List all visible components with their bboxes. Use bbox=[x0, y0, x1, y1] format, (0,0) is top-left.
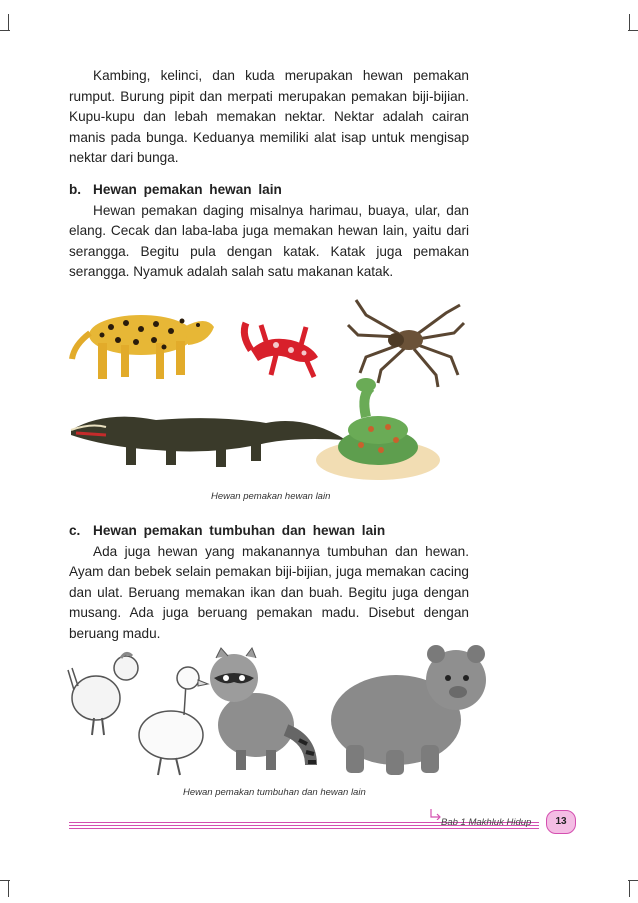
crop-mark-bottom-right bbox=[613, 881, 630, 897]
crop-mark-top-right-h bbox=[628, 30, 638, 31]
leopard-illustration bbox=[72, 315, 214, 379]
crop-mark-bottom-left-h bbox=[0, 880, 10, 881]
figure-omnivores-caption: Hewan pemakan tumbuhan dan hewan lain bbox=[183, 787, 366, 798]
section-c-heading bbox=[69, 521, 469, 542]
section-b-label: b. bbox=[69, 182, 82, 197]
intro-paragraph: Kambing, kelinci, dan kuda merupakan hewan pemakan rumput. Burung pipit dan merpati merupakan pemakan biji-bijian. Kupu-kupu dan lebah memakan nektar. Nektar adalah cairan manis pada bunga. Keduanya memiliki alat isap untuk mengisap nektar dari bunga. bbox=[69, 68, 469, 166]
chicken-illustration bbox=[68, 653, 138, 735]
section-b-paragraph: Hewan pemakan daging misalnya harimau, buaya, ular, dan elang. Cecak dan laba-laba juga memakan hewan lain, yaitu dari serangga. Begitu pula dengan katak. Katak juga pemakan serangga. Nyamuk adalah salah satu makanan katak. bbox=[69, 202, 469, 280]
figure-carnivores bbox=[66, 295, 466, 485]
crop-mark-top-left bbox=[8, 14, 25, 30]
footer-chapter: Bab 1 Makhluk Hidup bbox=[441, 817, 532, 828]
section-c-paragraph: Ada juga hewan yang makanannya tumbuhan dan hewan. Ayam dan bebek selain pemakan biji-bijian, juga memakan cacing dan ulat. Beruang memakan ikan dan buah. Begitu juga dengan musang. Ada juga beruang pemakan madu. Disebut dengan beruang madu. bbox=[69, 543, 469, 641]
section-c bbox=[69, 521, 469, 645]
gecko-illustration bbox=[244, 323, 318, 377]
crop-mark-top-right bbox=[613, 14, 630, 30]
crop-mark-bottom-left bbox=[8, 881, 25, 897]
section-c-label: c. bbox=[69, 523, 81, 538]
crop-mark-top-left-h bbox=[0, 30, 10, 31]
crop-mark-bottom-right-h bbox=[628, 880, 638, 881]
intro-block bbox=[69, 66, 469, 169]
duck-illustration bbox=[139, 667, 208, 775]
crocodile-illustration bbox=[71, 417, 346, 467]
figure-carnivores-caption: Hewan pemakan hewan lain bbox=[211, 491, 331, 502]
section-b bbox=[69, 180, 469, 283]
section-b-heading bbox=[69, 180, 469, 201]
raccoon-illustration bbox=[210, 648, 316, 770]
snake-illustration bbox=[316, 378, 440, 480]
page-number: 13 bbox=[546, 810, 576, 834]
bear-illustration bbox=[331, 645, 486, 775]
figure-omnivores bbox=[66, 640, 496, 780]
section-c-title: Hewan pemakan tumbuhan dan hewan lain bbox=[93, 523, 386, 538]
section-b-title: Hewan pemakan hewan lain bbox=[93, 182, 282, 197]
